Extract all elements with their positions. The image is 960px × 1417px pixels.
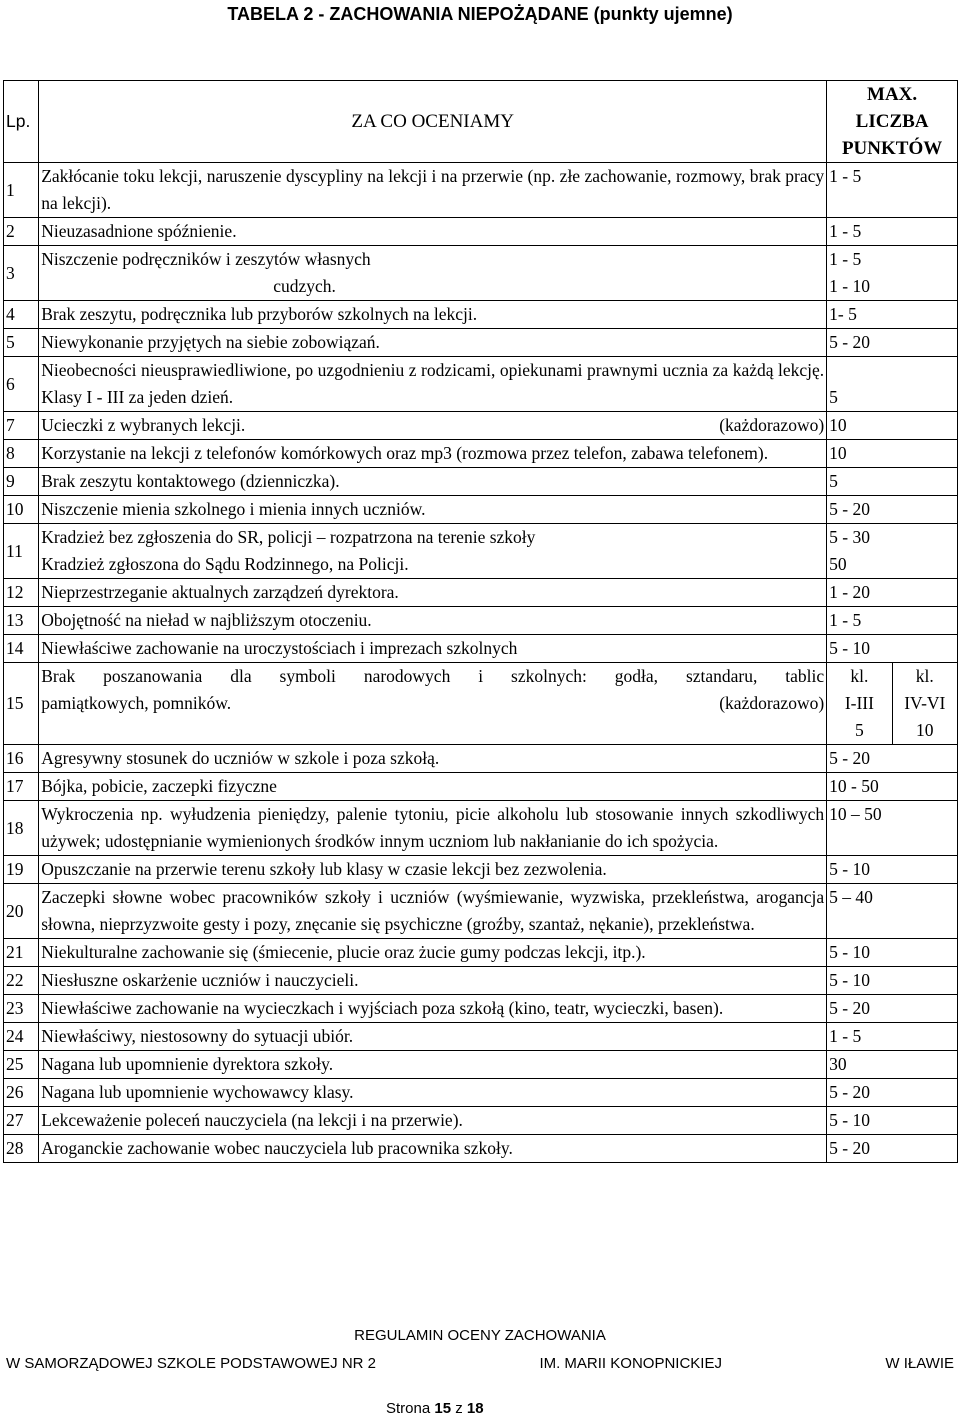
table-row: 17 Bójka, pobicie, zaczepki fizyczne 10 - 50 (4, 773, 958, 801)
table-row: 8 Korzystanie na lekcji z telefonów komórkowych oraz mp3 (rozmowa przez telefon, zabawa telefonem). 10 (4, 440, 958, 468)
header-lp: Lp. (4, 81, 39, 163)
table-row: 14 Niewłaściwe zachowanie na uroczystościach i imprezach szkolnych 5 - 10 (4, 635, 958, 663)
table-row: 9 Brak zeszytu kontaktowego (dzienniczka). 5 (4, 468, 958, 496)
table-row: 2 Nieuzasadnione spóźnienie. 1 - 5 (4, 218, 958, 246)
table-row: 1 Zakłócanie toku lekcji, naruszenie dyscypliny na lekcji i na przerwie (np. złe zachowanie, rozmowy, brak pracy na lekcji). 1 - 5 (4, 163, 958, 218)
table-row: 4 Brak zeszytu, podręcznika lub przyborów szkolnych na lekcji. 1- 5 (4, 301, 958, 329)
table-row: 26 Nagana lub upomnienie wychowawcy klasy. 5 - 20 (4, 1079, 958, 1107)
table-row: 23 Niewłaściwe zachowanie na wycieczkach i wyjściach poza szkołą (kino, teatr, wycieczki, basen). 5 - 20 (4, 995, 958, 1023)
table-row: 28 Aroganckie zachowanie wobec nauczyciela lub pracownika szkoły. 5 - 20 (4, 1135, 958, 1163)
table-row: 3 Niszczenie podręczników i zeszytów własnych cudzych. 1 - 5 1 - 10 (4, 246, 958, 301)
table-row: 11 Kradzież bez zgłoszenia do SR, policji – rozpatrzona na terenie szkoły Kradzież zgłoszona do Sądu Rodzinnego, na Policji. 5 - 30 50 (4, 524, 958, 579)
table-row: 10 Niszczenie mienia szkolnego i mienia innych uczniów. 5 - 20 (4, 496, 958, 524)
page-title: TABELA 2 - ZACHOWANIA NIEPOŻĄDANE (punkty ujemne) (227, 4, 733, 24)
footer-school-name: W SAMORZĄDOWEJ SZKOLE PODSTAWOWEJ NR 2 (6, 1355, 377, 1372)
footer-school (6, 1355, 954, 1372)
behavior-table (3, 80, 958, 1163)
table-row: 27 Lekceważenie poleceń nauczyciela (na lekcji i na przerwie). 5 - 10 (4, 1107, 958, 1135)
table-row: 15 Brak poszanowania dla symboli narodowych i szkolnych: godła, sztandaru, tablic pamiątkowych, pomników. (każdorazowo) kl. I-III 5 kl. IV-VI 10 (4, 663, 958, 745)
table-row: 24 Niewłaściwy, niestosowny do sytuacji ubiór. 1 - 5 (4, 1023, 958, 1051)
table-row: 6 Nieobecności nieusprawiedliwione, po uzgodnieniu z rodzicami, opiekunami prawnymi ucznia za każdą lekcję. Klasy I - III za jeden dzień. 5 (4, 357, 958, 412)
table-header-row (4, 81, 958, 163)
footer-patron: IM. MARII KONOPNICKIEJ (539, 1355, 722, 1372)
table-row: 22 Niesłuszne oskarżenie uczniów i nauczycieli. 5 - 10 (4, 967, 958, 995)
table-row: 25 Nagana lub upomnienie dyrektora szkoły. 30 (4, 1051, 958, 1079)
table-row: 7 Ucieczki z wybranych lekcji. (każdorazowo) 10 (4, 412, 958, 440)
page-number: Strona 15 z 18 (386, 1400, 484, 1417)
table-row: 21 Niekulturalne zachowanie się (śmiecenie, plucie oraz żucie gumy podczas lekcji, itp.). 5 - 10 (4, 939, 958, 967)
header-what: ZA CO OCENIAMY (39, 81, 827, 163)
table-row: 16 Agresywny stosunek do uczniów w szkole i poza szkołą. 5 - 20 (4, 745, 958, 773)
table-row: 18 Wykroczenia np. wyłudzenia pieniędzy, palenie tytoniu, picie alkoholu lub stosowanie innych szkodliwych używek; udostępnianie wymienionych środków innym uczniom lub nakłanianie do ich spożycia. 10 – 50 (4, 801, 958, 856)
table-row: 12 Nieprzestrzeganie aktualnych zarządzeń dyrektora. 1 - 20 (4, 579, 958, 607)
footer-city: W IŁAWIE (885, 1355, 954, 1372)
table-row: 13 Obojętność na nieład w najbliższym otoczeniu. 1 - 5 (4, 607, 958, 635)
table-row: 19 Opuszczanie na przerwie terenu szkoły lub klasy w czasie lekcji bez zezwolenia. 5 - 10 (4, 856, 958, 884)
footer-title: REGULAMIN OCENY ZACHOWANIA (354, 1327, 606, 1344)
table-row: 5 Niewykonanie przyjętych na siebie zobowiązań. 5 - 20 (4, 329, 958, 357)
table-row: 20 Zaczepki słowne wobec pracowników szkoły i uczniów (wyśmiewanie, wyzwiska, przekleństwa, arogancja słowna, nieprzyzwoite gesty i pozy, znęcanie się psychiczne (groźby, szantaż, nękanie), przekleństwa. 5 – 40 (4, 884, 958, 939)
header-max-points: MAX. LICZBA PUNKTÓW (827, 81, 958, 163)
